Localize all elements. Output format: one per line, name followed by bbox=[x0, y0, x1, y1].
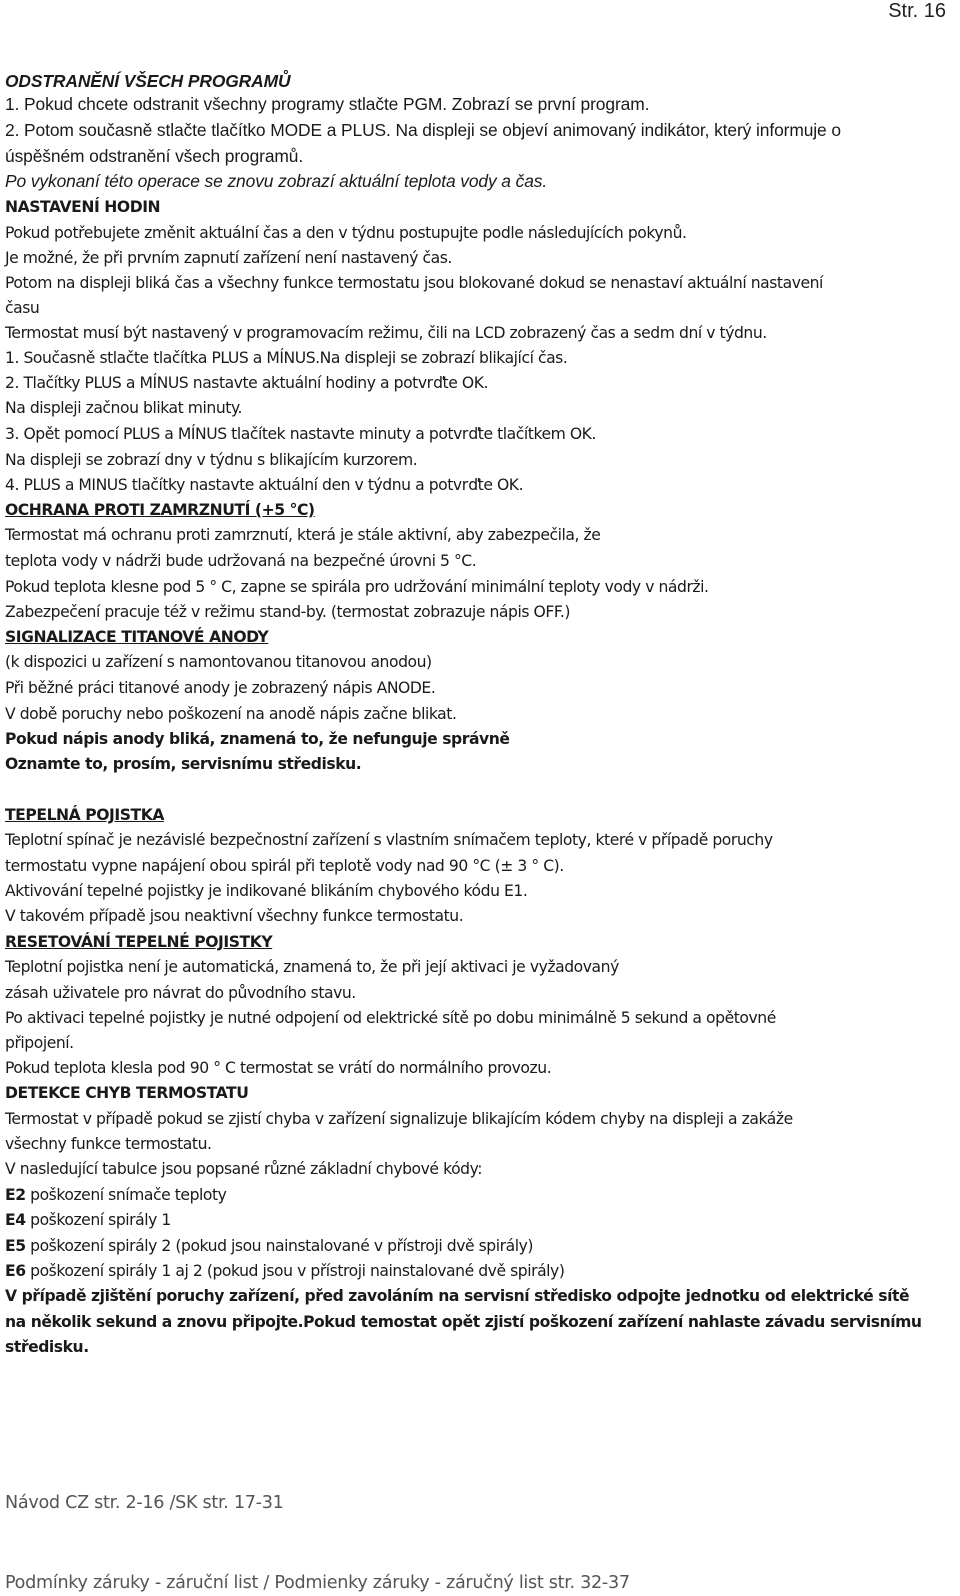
text-line: Pokud nápis anody bliká, znamená to, že nefunguje správně bbox=[5, 730, 510, 748]
heading-clock: NASTAVENÍ HODIN bbox=[5, 198, 161, 216]
text-line: 2. Tlačítky PLUS a MÍNUS nastavte aktuální hodiny a potvrďte OK. bbox=[5, 374, 488, 392]
text-line: Potom na displeji bliká čas a všechny funkce termostatu jsou blokované dokud se nenastaví aktuální nastavení bbox=[5, 274, 823, 292]
text-line: Termostat má ochranu proti zamrznutí, která je stále aktivní, aby zabezpečila, že bbox=[5, 526, 601, 544]
text-line: Na displeji se zobrazí dny v týdnu s blikajícím kurzorem. bbox=[5, 451, 418, 469]
text-line: (k dispozici u zařízení s namontovanou titanovou anodou) bbox=[5, 653, 432, 671]
warning-text: středisku. bbox=[5, 1338, 89, 1356]
text-line: zásah uživatele pro návrat do původního stavu. bbox=[5, 984, 356, 1002]
text-line: Teplotní spínač je nezávislé bezpečnostní zařízení s vlastním snímačem teploty, které v případě poruchy bbox=[5, 831, 773, 849]
text-line: 3. Opět pomocí PLUS a MÍNUS tlačítek nastavte minuty a potvrďte tlačítkem OK. bbox=[5, 425, 596, 443]
heading-fuse: TEPELNÁ POJISTKA bbox=[5, 806, 164, 824]
text-line: V nasledující tabulce jsou popsané různé základní chybové kódy: bbox=[5, 1160, 483, 1178]
text-line: 4. PLUS a MINUS tlačítky nastavte aktuální den v týdnu a potvrďte OK. bbox=[5, 476, 524, 494]
text-line: Zabezpečení pracuje též v režimu stand-by. (termostat zobrazuje nápis OFF.) bbox=[5, 603, 571, 621]
text-line: Termostat v případě pokud se zjistí chyba v zařízení signalizuje blikajícím kódem chyby na displeji a zakáže bbox=[5, 1110, 793, 1128]
text-line: Po vykonaní této operace se znovu zobrazí aktuální teplota vody a čas. bbox=[5, 171, 548, 191]
footer-manual-pages: Návod CZ str. 2-16 /SK str. 17-31 bbox=[5, 1493, 284, 1513]
error-description: poškození snímače teploty bbox=[25, 1186, 227, 1204]
text-line: V době poruchy nebo poškození na anodě nápis začne blikat. bbox=[5, 705, 457, 723]
error-code-row bbox=[5, 1209, 171, 1231]
text-line: termostatu vypne napájení obou spirál při teplotě vody nad 90 °C (± 3 ° C). bbox=[5, 857, 564, 875]
text-line: všechny funkce termostatu. bbox=[5, 1135, 212, 1153]
error-code: E5 bbox=[5, 1237, 26, 1255]
warning-text: na několik sekund a znovu připojte.Pokud temostat opět zjistí poškození zařízení nahlaste závadu servisnímu bbox=[5, 1313, 922, 1331]
text-line: Oznamte to, prosím, servisnímu středisku. bbox=[5, 755, 362, 773]
error-description: poškození spirály 1 bbox=[25, 1211, 171, 1229]
text-line: Pokud teplota klesne pod 5 ° C, zapne se spirála pro udržování minimální teploty vody v nádrži. bbox=[5, 578, 709, 596]
page-number: Str. 16 bbox=[888, 0, 946, 22]
error-code-row bbox=[5, 1235, 533, 1257]
warning-text: V případě zjištění poruchy zařízení, před zavoláním na servisní středisko odpojte jednotku od elektrické sítě bbox=[5, 1287, 910, 1305]
error-code-row bbox=[5, 1260, 564, 1282]
heading-reset: RESETOVÁNÍ TEPELNÉ POJISTKY bbox=[5, 933, 273, 951]
text-line: Po aktivaci tepelné pojistky je nutné odpojení od elektrické sítě po dobu minimálně 5 sekund a opětovné bbox=[5, 1009, 776, 1027]
text-line: V takovém případě jsou neaktivní všechny funkce termostatu. bbox=[5, 907, 464, 925]
text-line: Na displeji začnou blikat minuty. bbox=[5, 399, 243, 417]
error-code: E2 bbox=[5, 1186, 26, 1204]
text-line: 1. Současně stlačte tlačítka PLUS a MÍNUS.Na displeji se zobrazí blikající čas. bbox=[5, 349, 568, 367]
heading-errors: DETEKCE CHYB TERMOSTATU bbox=[5, 1084, 249, 1102]
error-description: poškození spirály 1 aj 2 (pokud jsou v přístroji nainstalované dvě spirály) bbox=[25, 1262, 565, 1280]
text-line: 2. Potom současně stlačte tlačítko MODE a PLUS. Na displeji se objeví animovaný indikátor, který informuje o bbox=[5, 120, 841, 140]
text-line: Pokud potřebujete změnit aktuální čas a den v týdnu postupujte podle následujících pokynů. bbox=[5, 224, 687, 242]
error-description: poškození spirály 2 (pokud jsou nainstalované v přístroji dvě spirály) bbox=[25, 1237, 533, 1255]
text-line: Teplotní pojistka není je automatická, znamená to, že při její aktivaci je vyžadovaný bbox=[5, 958, 619, 976]
error-code: E4 bbox=[5, 1211, 26, 1229]
heading-remove-programs: ODSTRANĚNÍ VŠECH PROGRAMŮ bbox=[5, 71, 291, 91]
footer-warranty-pages: Podmínky záruky - záruční list / Podmienky záruky - záručný list str. 32-37 bbox=[5, 1573, 630, 1593]
text-line: Je možné, že při prvním zapnutí zařízení není nastavený čas. bbox=[5, 249, 452, 267]
error-code-row bbox=[5, 1184, 226, 1206]
text-line: připojení. bbox=[5, 1034, 74, 1052]
heading-anode: SIGNALIZACE TITANOVÉ ANODY bbox=[5, 628, 269, 646]
heading-frost: OCHRANA PROTI ZAMRZNUTÍ (+5 °C) bbox=[5, 501, 315, 519]
error-code: E6 bbox=[5, 1262, 26, 1280]
text-line: času bbox=[5, 299, 40, 317]
text-line: úspěšném odstranění všech programů. bbox=[5, 146, 304, 166]
text-line: Aktivování tepelné pojistky je indikované blikáním chybového kódu E1. bbox=[5, 882, 528, 900]
text-line: 1. Pokud chcete odstranit všechny programy stlačte PGM. Zobrazí se první program. bbox=[5, 94, 650, 114]
text-line: Pokud teplota klesla pod 90 ° C termostat se vrátí do normálního provozu. bbox=[5, 1059, 552, 1077]
text-line: teplota vody v nádrži bude udržovaná na bezpečné úrovni 5 °C. bbox=[5, 552, 477, 570]
text-line: Při běžné práci titanové anody je zobrazený nápis ANODE. bbox=[5, 679, 436, 697]
text-line: Termostat musí být nastavený v programovacím režimu, čili na LCD zobrazený čas a sedm dní v týdnu. bbox=[5, 324, 767, 342]
